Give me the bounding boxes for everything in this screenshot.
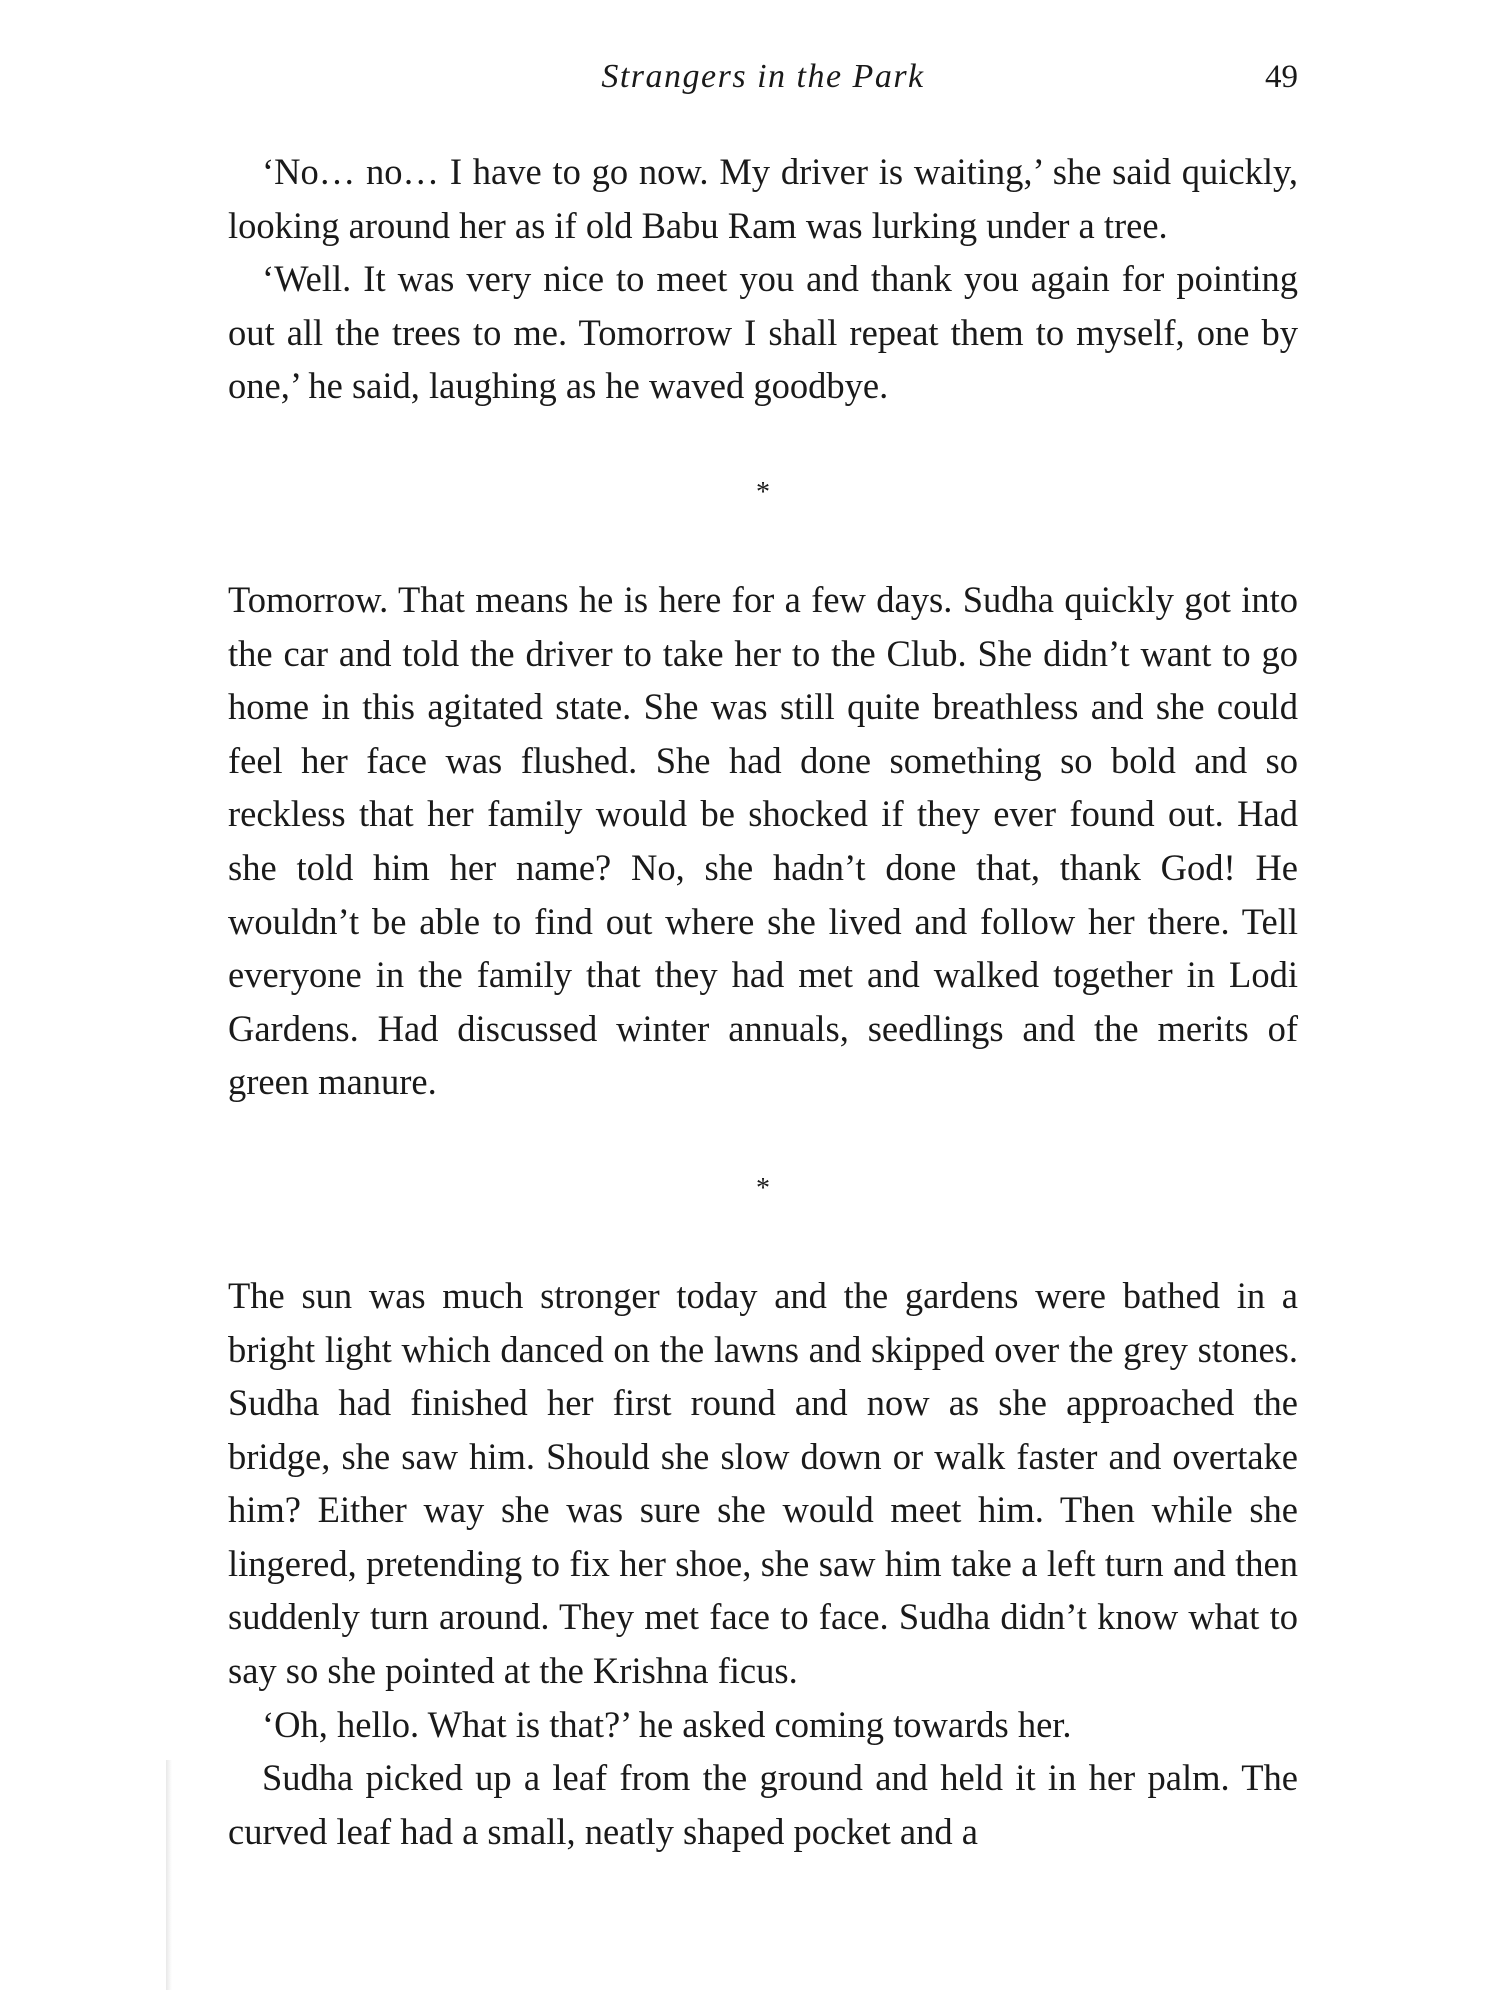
- body-text: [228, 145, 1298, 1858]
- section-separator-1: *: [756, 476, 770, 508]
- section-separator-2: *: [756, 1172, 770, 1204]
- paragraph-2: ‘Well. It was very nice to meet you and thank you again for pointing out all the trees to me. Tomorrow I shall repeat them to myself, one by one,’ he said, laughing as he waved goodbye.: [228, 258, 1298, 407]
- gutter-shadow: [166, 1760, 172, 1990]
- paragraph-5: ‘Oh, hello. What is that?’ he asked coming towards her.: [262, 1703, 1072, 1745]
- paragraph-3: Tomorrow. That means he is here for a few days. Sudha quickly got into the car and told the driver to take her to the Club. She didn’t want to go home in this agitated state. She was still quite breathless and she could feel her face was flushed. She had done something so bold and so reckless that her family would be shocked if they ever found out. Had she told him her name? No, she hadn’t done that, thank God! He wouldn’t be able to find out where she lived and follow her there. Tell everyone in the family that they had met and walked together in Lodi Gardens. Had discussed winter annuals, seedlings and the merits of green manure.: [228, 578, 1298, 1103]
- paragraph-4: The sun was much stronger today and the gardens were bathed in a bright light which danced on the lawns and skipped over the grey stones. Sudha had finished her first round and now as she approached the bridge, she saw him. Should she slow down or walk faster and overtake him? Either way she was sure she would meet him. Then while she lingered, pretending to fix her shoe, she saw him take a left turn and then suddenly turn around. They met face to face. Sudha didn’t know what to say so she pointed at the Krishna ficus.: [228, 1274, 1298, 1692]
- running-title: Strangers in the Park: [601, 58, 925, 95]
- page-number: 49: [1265, 59, 1298, 95]
- paragraph-6: Sudha picked up a leaf from the ground and held it in her palm. The curved leaf had a small, neatly shaped pocket and a: [228, 1757, 1298, 1852]
- paragraph-1: ‘No… no… I have to go now. My driver is waiting,’ she said quickly, looking around her as if old Babu Ram was lurking under a tree.: [228, 151, 1298, 246]
- page-header: [228, 52, 1298, 102]
